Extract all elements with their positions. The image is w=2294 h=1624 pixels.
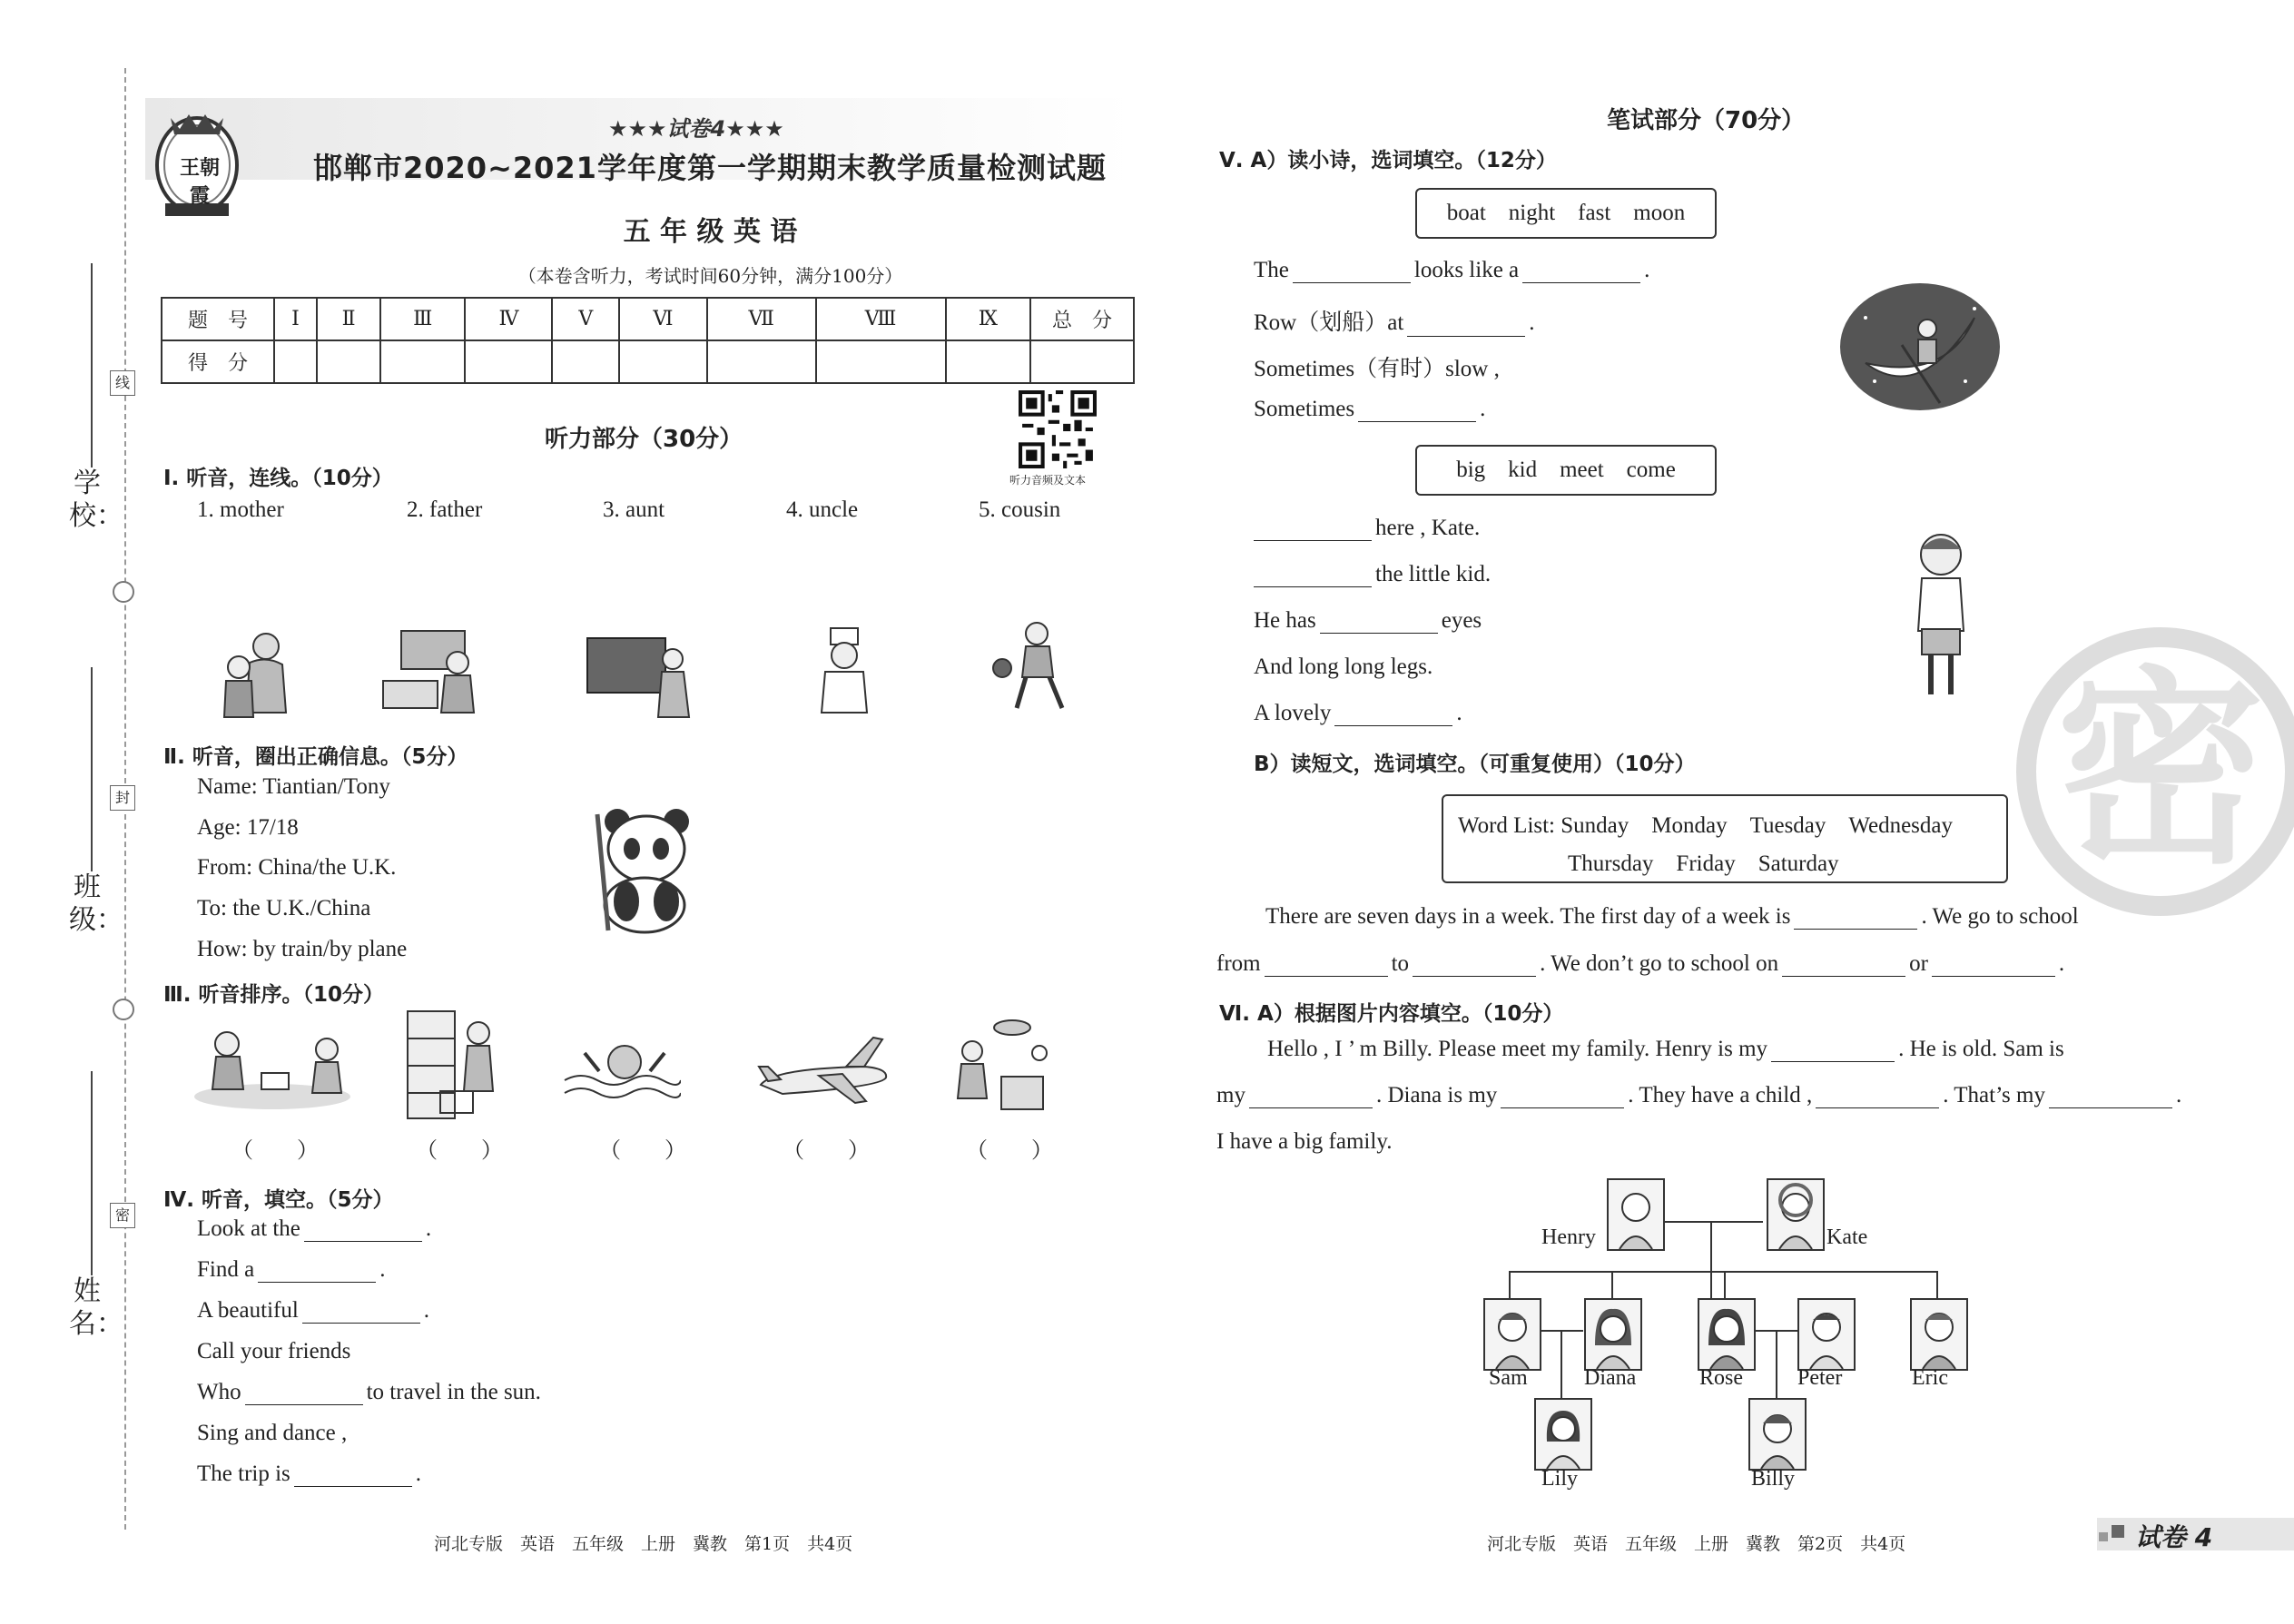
kid-picture xyxy=(1909,531,1973,704)
qr-code[interactable] xyxy=(1019,390,1097,468)
family-portrait-kate xyxy=(1767,1178,1825,1251)
family-portrait-peter xyxy=(1797,1298,1856,1371)
q5b-title: B）读短文，选词填空。（可重复使用）（10分） xyxy=(1254,753,1696,776)
score-header-cell: Ⅰ xyxy=(274,298,317,340)
family-portrait-rose xyxy=(1698,1298,1756,1371)
score-cell[interactable] xyxy=(465,340,552,383)
binding-mark-line: 线 xyxy=(110,370,135,396)
q4-text: Find a xyxy=(197,1257,255,1282)
tree-connector xyxy=(1661,1221,1763,1223)
q6a-title: Ⅵ. A）根据图片内容填空。（10分） xyxy=(1219,1002,1564,1026)
q4-line-6: Sing and dance , xyxy=(197,1421,348,1445)
family-name-billy: Billy xyxy=(1751,1467,1796,1491)
answer-blank[interactable] xyxy=(1782,954,1905,977)
answer-blank[interactable] xyxy=(1407,314,1525,337)
answer-blank[interactable] xyxy=(1794,907,1917,930)
q6a-text: Hello , I ’ m Billy. Please meet my family. Henry is my xyxy=(1267,1037,1768,1061)
school-blank-line xyxy=(91,263,93,468)
score-cell[interactable] xyxy=(816,340,946,383)
family-portrait-billy xyxy=(1748,1398,1807,1471)
q4-text: . xyxy=(379,1257,386,1282)
q5b-text: . xyxy=(2058,951,2065,976)
class-label: 班级： xyxy=(69,871,123,936)
q1-item: 5. cousin xyxy=(979,497,1061,522)
q2-line: Age: 17/18 xyxy=(197,815,299,840)
poem-line-7 xyxy=(1254,608,1482,634)
q1-picture-uncle xyxy=(812,626,876,717)
family-name-diana: Diana xyxy=(1584,1366,1637,1390)
q4-line-5 xyxy=(197,1380,541,1405)
tree-connector xyxy=(1724,1271,1726,1298)
writing-title: 笔试部分（70分） xyxy=(1607,107,1806,134)
family-name-peter: Peter xyxy=(1797,1366,1843,1390)
poem-line-9 xyxy=(1254,701,1462,726)
exam-note: （本卷含听力，考试时间60分钟，满分100分） xyxy=(517,265,903,287)
score-cell[interactable] xyxy=(317,340,380,383)
poem-text: A lovely xyxy=(1254,701,1332,725)
q5b-text-line-2 xyxy=(1216,951,2064,977)
q3-picture-packing xyxy=(949,1017,1049,1117)
score-cell[interactable] xyxy=(380,340,465,383)
q1-item: 3. aunt xyxy=(603,497,665,522)
answer-blank[interactable] xyxy=(302,1301,420,1324)
poem-line-4 xyxy=(1254,397,1485,422)
q1-item: 1. mother xyxy=(197,497,284,522)
q4-line-7 xyxy=(197,1462,421,1487)
q5b-text: or xyxy=(1909,951,1928,976)
answer-blank[interactable] xyxy=(1522,261,1640,283)
tree-connector xyxy=(1509,1271,1937,1273)
q5a-title: Ⅴ. A）读小诗，选词填空。（12分） xyxy=(1219,149,1557,172)
family-portrait-sam xyxy=(1483,1298,1541,1371)
panda-picture xyxy=(572,803,704,935)
q6a-text: . That’s my xyxy=(1943,1083,2045,1107)
poem-text: . xyxy=(1529,310,1535,335)
binding-mark-secret: 密 xyxy=(110,1203,135,1228)
q1-picture-aunt xyxy=(586,634,694,720)
score-header-cell: Ⅷ xyxy=(816,298,946,340)
qr-caption: 听力音频及文本 xyxy=(1009,474,1087,487)
family-name-kate: Kate xyxy=(1826,1225,1868,1249)
family-name-rose: Rose xyxy=(1699,1366,1743,1390)
score-header-cell: Ⅶ xyxy=(707,298,816,340)
answer-blank[interactable] xyxy=(1932,954,2055,977)
paper-tag: ★★★试卷4★★★ xyxy=(608,116,784,142)
poem-text: looks like a xyxy=(1413,258,1520,282)
q2-line: From: China/the U.K. xyxy=(197,855,397,880)
binding-circle-2 xyxy=(113,999,134,1020)
score-table-score-row xyxy=(162,340,1134,383)
q3-answer-paren[interactable]: （ ） xyxy=(231,1137,319,1163)
poem-line-2 xyxy=(1254,304,1535,337)
poem-line-6 xyxy=(1254,562,1491,587)
score-header-cell: Ⅸ xyxy=(946,298,1030,340)
poem-text: He has xyxy=(1254,608,1316,633)
school-label: 学校： xyxy=(69,468,123,532)
answer-blank[interactable] xyxy=(304,1219,422,1242)
tree-connector xyxy=(1509,1271,1511,1298)
poem-text: The xyxy=(1254,258,1289,282)
footer-tag-square xyxy=(2099,1532,2108,1541)
poem-text: the little kid. xyxy=(1375,562,1492,586)
score-cell[interactable] xyxy=(946,340,1030,383)
poem-line-5 xyxy=(1254,516,1480,541)
answer-blank[interactable] xyxy=(2049,1086,2172,1108)
poem-line-3: Sometimes（有时）slow , xyxy=(1254,357,1500,381)
family-name-henry: Henry xyxy=(1541,1225,1596,1249)
poem-line-1 xyxy=(1254,258,1649,283)
word-list-line-2: Thursday Friday Saturday xyxy=(1568,851,1839,876)
answer-blank[interactable] xyxy=(245,1383,363,1405)
q4-line-1 xyxy=(197,1216,431,1242)
class-blank-line xyxy=(91,667,93,871)
poem-text: Row（划船）at xyxy=(1254,310,1404,335)
name-label: 姓名： xyxy=(69,1275,123,1340)
score-cell[interactable] xyxy=(619,340,707,383)
q4-line-4: Call your friends xyxy=(197,1339,351,1363)
q5b-word-list-box xyxy=(1442,794,2008,883)
q6a-text: . xyxy=(2175,1083,2182,1107)
answer-blank[interactable] xyxy=(1254,518,1372,541)
q4-line-2 xyxy=(197,1257,385,1283)
q5b-text: to xyxy=(1391,951,1410,976)
q6a-text: my xyxy=(1216,1083,1245,1107)
q4-text: Look at the xyxy=(197,1216,300,1241)
listening-title: 听力部分（30分） xyxy=(545,426,743,453)
q1-title: Ⅰ. 听音，连线。（10分） xyxy=(163,467,393,490)
tree-connector xyxy=(1561,1330,1562,1403)
name-blank-line xyxy=(91,1071,93,1275)
answer-blank[interactable] xyxy=(1334,704,1452,726)
q1-item: 2. father xyxy=(407,497,483,522)
q3-answer-paren[interactable]: （ ） xyxy=(599,1137,686,1163)
q6a-text-line-2 xyxy=(1216,1083,2181,1108)
q5b-text: . We go to school xyxy=(1921,904,2079,929)
q1-picture-cousin xyxy=(989,617,1094,717)
footer-right: 河北专版 英语 五年级 上册 冀教 第2页 共4页 xyxy=(1487,1534,1906,1554)
answer-blank[interactable] xyxy=(258,1260,376,1283)
q3-answer-paren[interactable]: （ ） xyxy=(783,1137,870,1163)
score-table xyxy=(161,297,1135,384)
poem-text: . xyxy=(1456,701,1462,725)
moon-boat-picture xyxy=(1838,281,2002,413)
q3-answer-paren[interactable]: （ ） xyxy=(966,1137,1053,1163)
q5b-text: There are seven days in a week. The first day of a week is xyxy=(1265,904,1791,929)
footer-tag: 试卷 4 xyxy=(2135,1522,2213,1552)
poem-line-8: And long long legs. xyxy=(1254,655,1433,679)
poem-text: Sometimes xyxy=(1254,397,1355,421)
score-header-cell: Ⅵ xyxy=(619,298,707,340)
main-title: 邯郸市2020~2021学年度第一学期期末教学质量检测试题 xyxy=(313,151,1107,185)
family-name-eric: Eric xyxy=(1912,1366,1948,1390)
q1-picture-father xyxy=(374,626,483,717)
score-row-label: 得 分 xyxy=(162,340,274,383)
q2-title: Ⅱ. 听音，圈出正确信息。（5分） xyxy=(163,745,468,769)
score-header-cell: Ⅱ xyxy=(317,298,380,340)
answer-blank[interactable] xyxy=(294,1464,412,1487)
score-header-cell: 题 号 xyxy=(162,298,274,340)
q6a-text-line-3: I have a big family. xyxy=(1216,1129,1393,1154)
q1-picture-mother xyxy=(213,626,295,722)
q3-picture-airplane xyxy=(755,1030,891,1112)
score-cell[interactable] xyxy=(1030,340,1134,383)
poem-text: . xyxy=(1644,258,1650,282)
family-portrait-henry xyxy=(1607,1178,1665,1251)
q3-picture-supermarket xyxy=(404,1009,504,1123)
q2-line: Name: Tiantian/Tony xyxy=(197,774,390,799)
answer-blank[interactable] xyxy=(1816,1086,1939,1108)
answer-blank[interactable] xyxy=(1771,1039,1895,1062)
q2-line: To: the U.K./China xyxy=(197,896,371,920)
q4-text: . xyxy=(415,1462,422,1486)
answer-blank[interactable] xyxy=(1265,954,1388,977)
q4-line-3 xyxy=(197,1298,429,1324)
score-table-header-row xyxy=(162,298,1134,340)
q4-text: . xyxy=(423,1298,430,1323)
family-portrait-lily xyxy=(1534,1398,1592,1471)
score-header-cell: Ⅲ xyxy=(380,298,465,340)
family-name-sam: Sam xyxy=(1489,1366,1528,1390)
answer-blank[interactable] xyxy=(1358,399,1476,422)
subject-title: 五 年 级 英 语 xyxy=(623,216,798,248)
answer-blank[interactable] xyxy=(1413,954,1536,977)
footer-tag-square xyxy=(2112,1525,2124,1538)
score-cell[interactable] xyxy=(274,340,317,383)
score-header-cell: Ⅴ xyxy=(552,298,619,340)
family-portrait-eric xyxy=(1910,1298,1968,1371)
q3-answer-paren[interactable]: （ ） xyxy=(416,1137,503,1163)
q3-title: Ⅲ. 听音排序。（10分） xyxy=(163,983,384,1007)
q6a-text-line-1 xyxy=(1267,1037,2064,1062)
tree-connector xyxy=(1611,1271,1613,1298)
binding-circle-1 xyxy=(113,581,134,603)
binding-mark-seal: 封 xyxy=(110,785,135,811)
footer-left: 河北专版 英语 五年级 上册 冀教 第1页 共4页 xyxy=(434,1534,853,1554)
q3-picture-picnic xyxy=(191,1026,354,1112)
answer-blank[interactable] xyxy=(1254,565,1372,587)
poem-text: eyes xyxy=(1441,608,1482,633)
q4-text: The trip is xyxy=(197,1462,290,1486)
q5b-text: from xyxy=(1216,951,1261,976)
tree-connector xyxy=(1776,1330,1777,1403)
q5a-word-box-2: big kid meet come xyxy=(1415,445,1717,496)
answer-blank[interactable] xyxy=(1293,261,1411,283)
q4-text: to travel in the sun. xyxy=(366,1380,541,1404)
answer-blank[interactable] xyxy=(1501,1086,1624,1108)
answer-blank[interactable] xyxy=(1249,1086,1373,1108)
q4-text: . xyxy=(425,1216,432,1241)
q4-title: Ⅳ. 听音，填空。（5分） xyxy=(163,1188,394,1212)
q2-line: How: by train/by plane xyxy=(197,937,408,961)
q3-picture-swimming xyxy=(563,1035,681,1112)
score-header-cell: 总 分 xyxy=(1030,298,1134,340)
watermark-char: 密 xyxy=(2055,650,2265,892)
word-list-line-1: Word List: Sunday Monday Tuesday Wednesday xyxy=(1458,813,1954,838)
q4-text: A beautiful xyxy=(197,1298,299,1323)
score-cell[interactable] xyxy=(707,340,816,383)
family-name-lily: Lily xyxy=(1541,1467,1578,1491)
score-header-cell: Ⅳ xyxy=(465,298,552,340)
answer-blank[interactable] xyxy=(1320,611,1438,634)
q6a-text: . Diana is my xyxy=(1375,1083,1498,1107)
q1-item: 4. uncle xyxy=(786,497,859,522)
brand-name: 王朝霞 xyxy=(179,157,220,208)
q6a-text: . He is old. Sam is xyxy=(1898,1037,2064,1061)
q5b-text-line-1 xyxy=(1265,904,2079,930)
family-portrait-diana xyxy=(1584,1298,1642,1371)
q4-text: Who xyxy=(197,1380,241,1404)
q5a-word-box-1: boat night fast moon xyxy=(1415,188,1717,239)
score-cell[interactable] xyxy=(552,340,619,383)
tree-connector xyxy=(1936,1271,1938,1298)
q6a-text: . They have a child , xyxy=(1628,1083,1813,1107)
q5b-text: . We don’t go to school on xyxy=(1540,951,1779,976)
poem-text: . xyxy=(1480,397,1486,421)
poem-text: here , Kate. xyxy=(1375,516,1481,540)
